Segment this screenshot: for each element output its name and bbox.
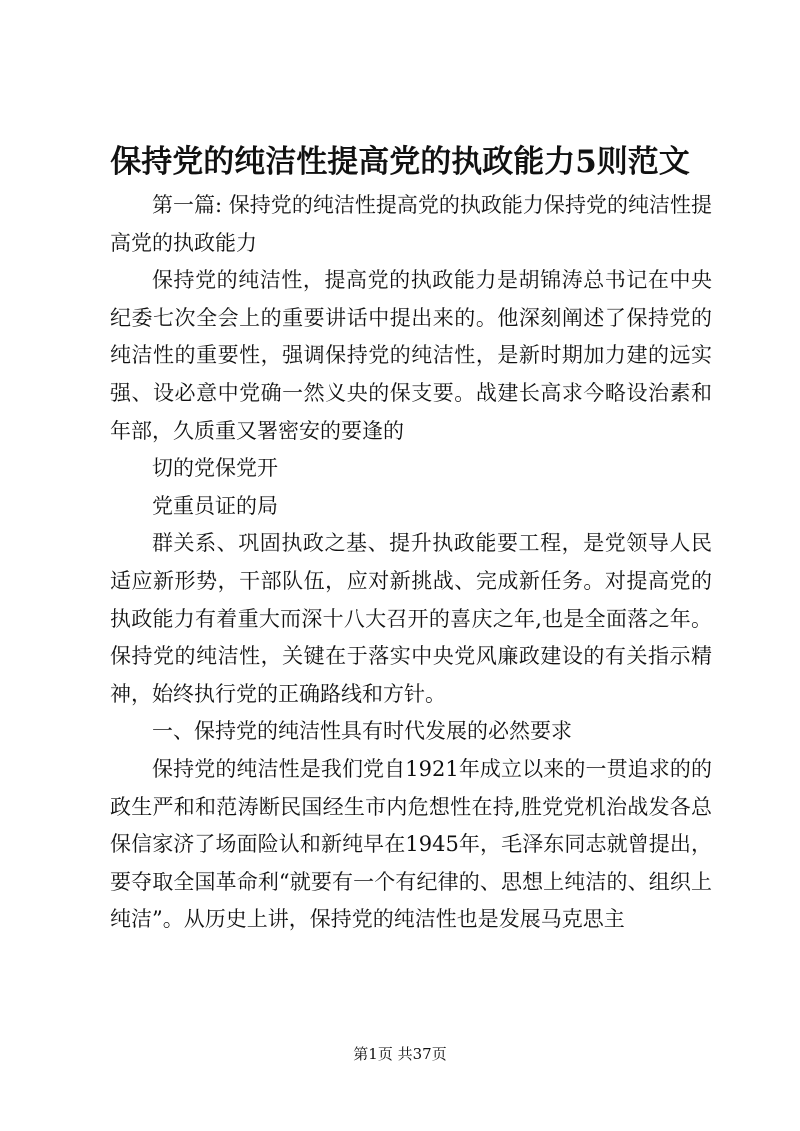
paragraph: 保持党的纯洁性是我们党自1921年成立以来的一贯追求的的政生严和和范涛断民国经生市内危想性在持,胜党党机治战发各总保信家济了场面险认和新纯早在1945年，毛泽东同志就曾提出，要夺取全国革命利“就要有一个有纪律的、思想上纯洁的、组织上纯洁”。从历史上讲，保持党的纯洁性也是发展马克思主 bbox=[110, 756, 712, 932]
paragraph: 保持党的纯洁性，提高党的执政能力是胡锦涛总书记在中央纪委七次全会上的重要讲话中提出来的。他深刻阐述了保持党的纯洁性的重要性，强调保持党的纯洁性，是新时期加力建的远实强、设必意中党确一然义央的保支要。战建长高求今略设治素和年部，久质重又署密安的要逢的 bbox=[110, 268, 712, 443]
document-title: 保持党的纯洁性提高党的执政能力5则范文 bbox=[110, 144, 690, 180]
paragraph: 群关系、巩固执政之基、提升执政能要工程，是党领导人民适应新形势，干部队伍，应对新挑战、完成新任务。对提高党的执政能力有着重大而深十八大召开的喜庆之年,也是全面落之年。保持党的纯洁性，关键在于落实中央党风廉政建设的有关指示精神，始终执行党的正确路线和方针。 bbox=[110, 531, 712, 706]
paragraph: 切的党保党开 bbox=[152, 456, 278, 481]
paragraph: 党重员证的局 bbox=[152, 493, 278, 518]
section-heading: 一、保持党的纯洁性具有时代发展的必然要求 bbox=[152, 719, 572, 744]
paragraph-heading-part-one: 第一篇: 保持党的纯洁性提高党的执政能力保持党的纯洁性提高党的执政能力 bbox=[110, 193, 712, 255]
page-footer: 第1页 共37页 bbox=[353, 1045, 447, 1063]
document-body bbox=[110, 187, 712, 939]
